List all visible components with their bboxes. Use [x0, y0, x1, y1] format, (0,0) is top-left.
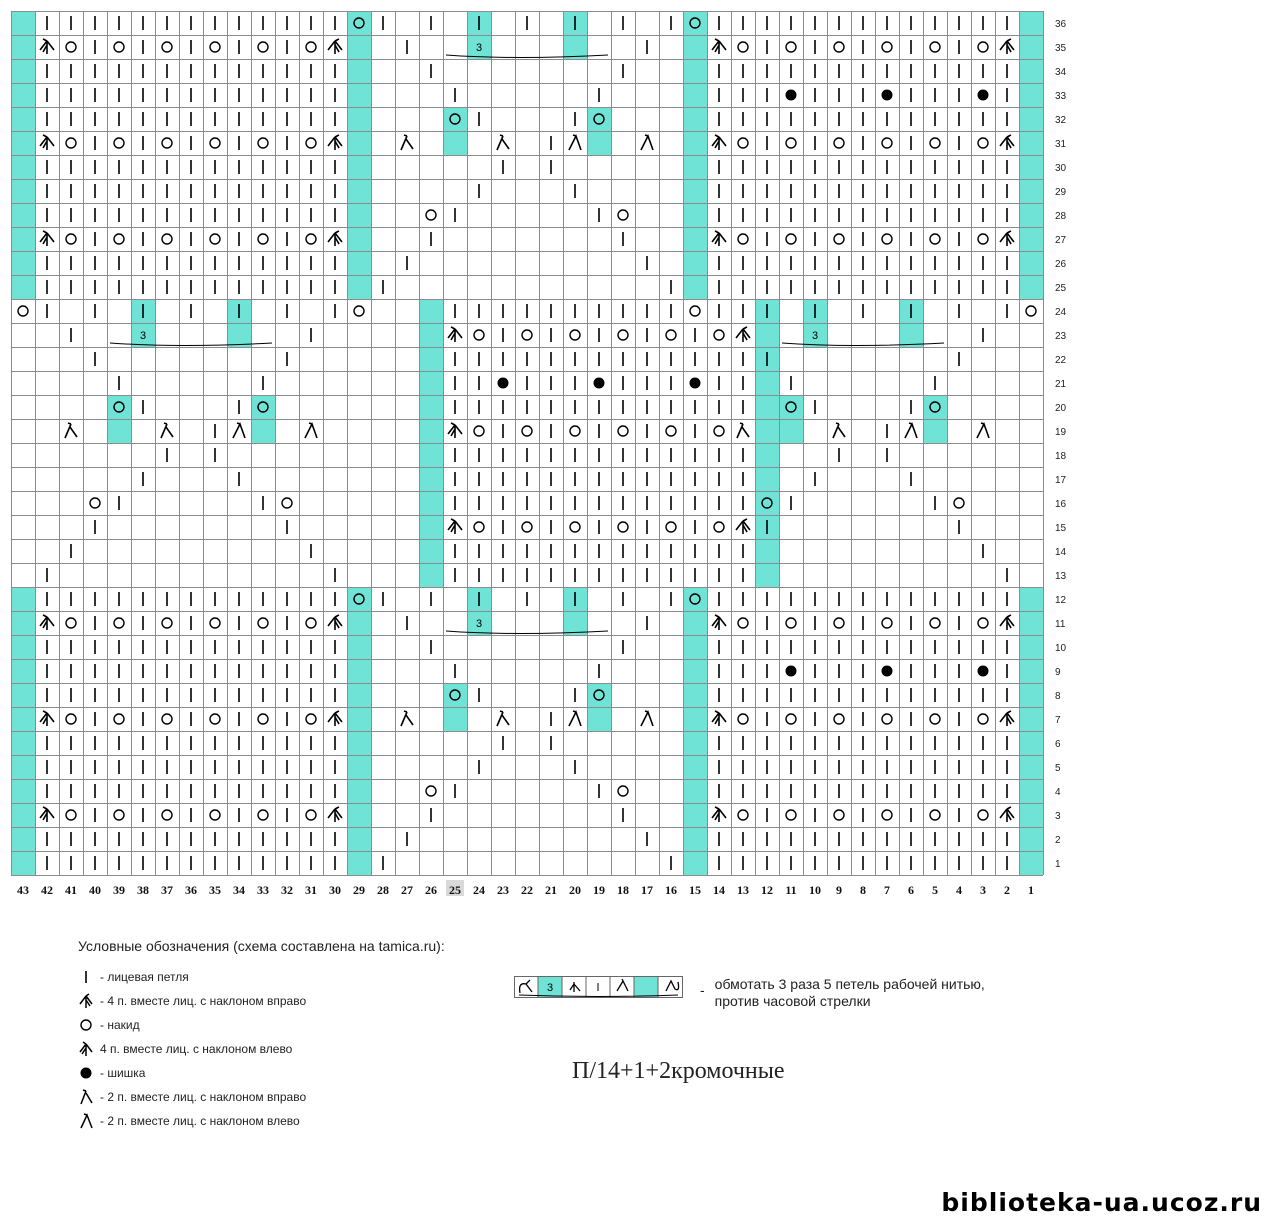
teal-cell: [1019, 203, 1043, 227]
teal-cell: [347, 755, 371, 779]
teal-cell: [443, 683, 467, 707]
legend-item-label: - 2 п. вместе лиц. с наклоном влево: [100, 1114, 300, 1128]
teal-cell: [683, 707, 707, 731]
stitch-formula: П/14+1+2кромочные: [572, 1058, 785, 1084]
row-number: 20: [1055, 403, 1067, 414]
legend-item-label: - 2 п. вместе лиц. с наклоном вправо: [100, 1090, 307, 1104]
teal-cell: [1019, 587, 1043, 611]
row-number: 1: [1055, 859, 1061, 870]
teal-cell: [683, 779, 707, 803]
teal-cell: [755, 443, 779, 467]
column-number: 7: [884, 883, 890, 897]
row-number: 23: [1055, 331, 1067, 342]
column-number: 5: [932, 883, 938, 897]
teal-cell: [1019, 659, 1043, 683]
teal-cell: [347, 803, 371, 827]
column-number: 24: [473, 883, 485, 897]
row-number: 22: [1055, 355, 1067, 366]
row-number: 35: [1055, 43, 1067, 54]
teal-cell: [11, 179, 35, 203]
column-number: 2: [1004, 883, 1010, 897]
teal-cell: [683, 11, 707, 35]
teal-cell: [1019, 11, 1043, 35]
legend-item-label: - шишка: [100, 1066, 146, 1080]
teal-cell: [1019, 779, 1043, 803]
wrap-stitch-icon: [514, 976, 684, 998]
bobble: [498, 378, 509, 389]
teal-cell: [11, 755, 35, 779]
wrap-stitch-legend: [514, 976, 1015, 1010]
teal-cell: [1019, 155, 1043, 179]
k2tog-left-icon: [78, 1112, 94, 1130]
teal-cell: [1019, 275, 1043, 299]
column-number: 8: [860, 883, 866, 897]
teal-cell: [683, 659, 707, 683]
row-number: 14: [1055, 547, 1067, 558]
legend-item: [78, 1062, 145, 1084]
teal-cell: [11, 611, 35, 635]
teal-cell: [683, 179, 707, 203]
teal-cell: [347, 827, 371, 851]
special-text: обмотать 3 раза 5 петель рабочей нитью, против часовой стрелки: [714, 976, 985, 1009]
teal-cell: [107, 395, 131, 419]
teal-cell: [11, 11, 35, 35]
teal-cell: [419, 347, 443, 371]
teal-cell: [347, 587, 371, 611]
teal-cell: [683, 275, 707, 299]
legend-item: [78, 966, 189, 988]
row-number: 36: [1055, 19, 1067, 30]
teal-cell: [11, 275, 35, 299]
teal-cell: [587, 131, 611, 155]
bobble: [594, 378, 605, 389]
teal-cell: [563, 35, 587, 59]
wrap-count: 3: [475, 618, 483, 630]
teal-cell: [11, 107, 35, 131]
column-number: 27: [401, 883, 413, 897]
legend-item: [78, 1038, 292, 1060]
row-number: 17: [1055, 475, 1067, 486]
column-number: 39: [113, 883, 125, 897]
teal-cell: [11, 779, 35, 803]
row-number: 30: [1055, 163, 1067, 174]
row-number: 19: [1055, 427, 1067, 438]
teal-cell: [251, 395, 275, 419]
teal-cell: [1019, 611, 1043, 635]
teal-cell: [11, 59, 35, 83]
teal-cell: [11, 683, 35, 707]
teal-cell: [1019, 35, 1043, 59]
teal-cell: [419, 419, 443, 443]
column-number: 17: [641, 883, 653, 897]
teal-cell: [755, 419, 779, 443]
teal-cell: [419, 299, 443, 323]
teal-cell: [347, 707, 371, 731]
teal-cell: [1019, 827, 1043, 851]
column-number: 10: [809, 883, 821, 897]
teal-cell: [11, 851, 35, 875]
teal-cell: [347, 35, 371, 59]
yarn-over-icon: [78, 1016, 94, 1034]
row-number: 10: [1055, 643, 1067, 654]
teal-cell: [11, 83, 35, 107]
column-number: 15: [689, 883, 701, 897]
teal-cell: [107, 419, 131, 443]
row-number: 28: [1055, 211, 1067, 222]
legend-item: [78, 1086, 306, 1108]
teal-cell: [1019, 851, 1043, 875]
teal-cell: [11, 707, 35, 731]
row-number: 33: [1055, 91, 1067, 102]
teal-cell: [683, 755, 707, 779]
row-number: 13: [1055, 571, 1067, 582]
special-dash: -: [700, 982, 705, 998]
column-number: 38: [137, 883, 149, 897]
teal-cell: [683, 803, 707, 827]
bobble: [978, 90, 989, 101]
wrap-count: 3: [475, 42, 483, 54]
row-number: 7: [1055, 715, 1061, 726]
bobble: [882, 90, 893, 101]
bobble: [978, 666, 989, 677]
teal-cell: [683, 635, 707, 659]
row-number: 32: [1055, 115, 1067, 126]
row-number: 29: [1055, 187, 1067, 198]
teal-cell: [347, 155, 371, 179]
wrap-count: 3: [811, 330, 819, 342]
wrap-count: 3: [139, 330, 147, 342]
teal-cell: [443, 131, 467, 155]
teal-cell: [683, 227, 707, 251]
teal-cell: [1019, 107, 1043, 131]
column-number: 41: [65, 883, 77, 897]
column-number: 28: [377, 883, 389, 897]
row-number: 2: [1055, 835, 1061, 846]
teal-cell: [347, 179, 371, 203]
column-number: 31: [305, 883, 317, 897]
column-number: 22: [521, 883, 533, 897]
legend-item: [78, 990, 306, 1012]
teal-cell: [227, 323, 251, 347]
teal-cell: [443, 707, 467, 731]
row-number: 6: [1055, 739, 1061, 750]
column-number: 21: [545, 883, 557, 897]
teal-cell: [347, 611, 371, 635]
column-number: 16: [665, 883, 677, 897]
teal-cell: [11, 35, 35, 59]
row-number: 3: [1055, 811, 1061, 822]
teal-cell: [587, 107, 611, 131]
teal-cell: [251, 419, 275, 443]
teal-cell: [899, 323, 923, 347]
teal-cell: [755, 323, 779, 347]
row-number: 9: [1055, 667, 1061, 678]
row-number: 16: [1055, 499, 1067, 510]
teal-cell: [347, 275, 371, 299]
k2tog-right-icon: [78, 1088, 94, 1106]
knit-icon: [78, 968, 94, 986]
legend-title: Условные обозначения (схема составлена на tamica.ru):: [78, 938, 445, 954]
column-number: 25: [449, 883, 461, 897]
teal-cell: [683, 83, 707, 107]
teal-cell: [779, 395, 803, 419]
column-number: 43: [17, 883, 29, 897]
teal-cell: [683, 827, 707, 851]
teal-cell: [347, 851, 371, 875]
teal-cell: [347, 83, 371, 107]
watermark: biblioteka-ua.ucoz.ru: [941, 1188, 1262, 1217]
teal-cell: [683, 611, 707, 635]
teal-cell: [587, 707, 611, 731]
teal-cell: [683, 683, 707, 707]
bobble: [882, 666, 893, 677]
teal-cell: [1019, 755, 1043, 779]
teal-cell: [347, 131, 371, 155]
row-number: 27: [1055, 235, 1067, 246]
column-number: 1: [1028, 883, 1034, 897]
column-number: 37: [161, 883, 173, 897]
teal-cell: [11, 155, 35, 179]
teal-cell: [779, 419, 803, 443]
bobble: [690, 378, 701, 389]
legend-item: [78, 1110, 300, 1132]
teal-cell: [419, 491, 443, 515]
column-number: 33: [257, 883, 269, 897]
column-number: 26: [425, 883, 437, 897]
teal-cell: [1019, 731, 1043, 755]
teal-cell: [419, 563, 443, 587]
teal-cell: [419, 467, 443, 491]
column-number: 3: [980, 883, 986, 897]
teal-cell: [755, 467, 779, 491]
column-number: 29: [353, 883, 365, 897]
teal-cell: [1019, 83, 1043, 107]
column-number: 23: [497, 883, 509, 897]
column-number: 14: [713, 883, 725, 897]
teal-cell: [347, 251, 371, 275]
teal-cell: [347, 11, 371, 35]
row-number: 31: [1055, 139, 1067, 150]
column-number: 36: [185, 883, 197, 897]
row-number: 18: [1055, 451, 1067, 462]
bobble: [786, 666, 797, 677]
teal-cell: [683, 107, 707, 131]
teal-cell: [683, 587, 707, 611]
wrap-count-text: 3: [546, 982, 554, 994]
row-number: 11: [1055, 619, 1066, 630]
teal-cell: [683, 131, 707, 155]
legend-item-label: - лицевая петля: [100, 970, 189, 984]
teal-cell: [11, 131, 35, 155]
column-number: 34: [233, 883, 245, 897]
column-number: 4: [956, 883, 962, 897]
legend-item: [78, 1014, 140, 1036]
teal-cell: [419, 395, 443, 419]
teal-cell: [683, 203, 707, 227]
teal-cell: [347, 227, 371, 251]
teal-cell: [755, 371, 779, 395]
teal-cell: [11, 803, 35, 827]
teal-cell: [683, 251, 707, 275]
teal-cell: [347, 635, 371, 659]
teal-cell: [1019, 227, 1043, 251]
teal-cell: [419, 539, 443, 563]
teal-cell: [11, 635, 35, 659]
bobble: [786, 90, 797, 101]
row-number: 24: [1055, 307, 1067, 318]
teal-cell: [1019, 803, 1043, 827]
teal-cell: [683, 731, 707, 755]
teal-cell: [755, 539, 779, 563]
column-number: 9: [836, 883, 842, 897]
teal-cell: [11, 827, 35, 851]
row-number: 5: [1055, 763, 1061, 774]
teal-cell: [1019, 635, 1043, 659]
teal-cell: [683, 59, 707, 83]
teal-cell: [11, 251, 35, 275]
legend-item-label: 4 п. вместе лиц. с наклоном влево: [100, 1042, 293, 1056]
row-number: 15: [1055, 523, 1067, 534]
row-number: 26: [1055, 259, 1067, 270]
column-number: 13: [737, 883, 749, 897]
column-number: 20: [569, 883, 581, 897]
column-number: 30: [329, 883, 341, 897]
teal-cell: [1019, 179, 1043, 203]
teal-cell: [1019, 683, 1043, 707]
teal-cell: [11, 227, 35, 251]
teal-cell: [1019, 251, 1043, 275]
teal-cell: [587, 683, 611, 707]
k4tog-right-icon: [78, 992, 94, 1010]
column-number: 35: [209, 883, 221, 897]
teal-cell: [419, 371, 443, 395]
column-number: 32: [281, 883, 293, 897]
row-number: 34: [1055, 67, 1067, 78]
column-number: 42: [41, 883, 53, 897]
teal-cell: [347, 779, 371, 803]
teal-cell: [347, 659, 371, 683]
teal-cell: [443, 107, 467, 131]
row-number: 21: [1055, 379, 1067, 390]
teal-cell: [563, 611, 587, 635]
teal-cell: [1019, 59, 1043, 83]
teal-cell: [419, 323, 443, 347]
column-number: 12: [761, 883, 773, 897]
legend-item-label: - 4 п. вместе лиц. с наклоном вправо: [100, 994, 307, 1008]
bobble-icon: [78, 1064, 94, 1082]
teal-cell: [347, 683, 371, 707]
teal-cell: [755, 563, 779, 587]
column-number: 19: [593, 883, 605, 897]
teal-cell: [755, 491, 779, 515]
teal-cell: [1019, 707, 1043, 731]
row-number: 4: [1055, 787, 1061, 798]
row-number: 12: [1055, 595, 1067, 606]
teal-cell: [923, 419, 947, 443]
legend-item-label: - накид: [100, 1018, 140, 1032]
teal-cell: [347, 107, 371, 131]
teal-cell: [1019, 131, 1043, 155]
row-number: 25: [1055, 283, 1067, 294]
teal-cell: [419, 443, 443, 467]
teal-cell: [683, 35, 707, 59]
teal-cell: [347, 203, 371, 227]
teal-cell: [755, 395, 779, 419]
teal-cell: [347, 59, 371, 83]
teal-cell: [347, 731, 371, 755]
teal-cell: [419, 515, 443, 539]
teal-cell: [923, 395, 947, 419]
column-number: 11: [785, 883, 797, 897]
teal-cell: [683, 155, 707, 179]
column-number: 18: [617, 883, 629, 897]
teal-cell: [11, 731, 35, 755]
row-number: 8: [1055, 691, 1061, 702]
teal-cell: [11, 587, 35, 611]
teal-cell: [683, 851, 707, 875]
k4tog-left-icon: [78, 1040, 94, 1058]
column-number: 40: [89, 883, 101, 897]
teal-cell: [11, 659, 35, 683]
teal-cell: [11, 203, 35, 227]
column-number: 6: [908, 883, 914, 897]
